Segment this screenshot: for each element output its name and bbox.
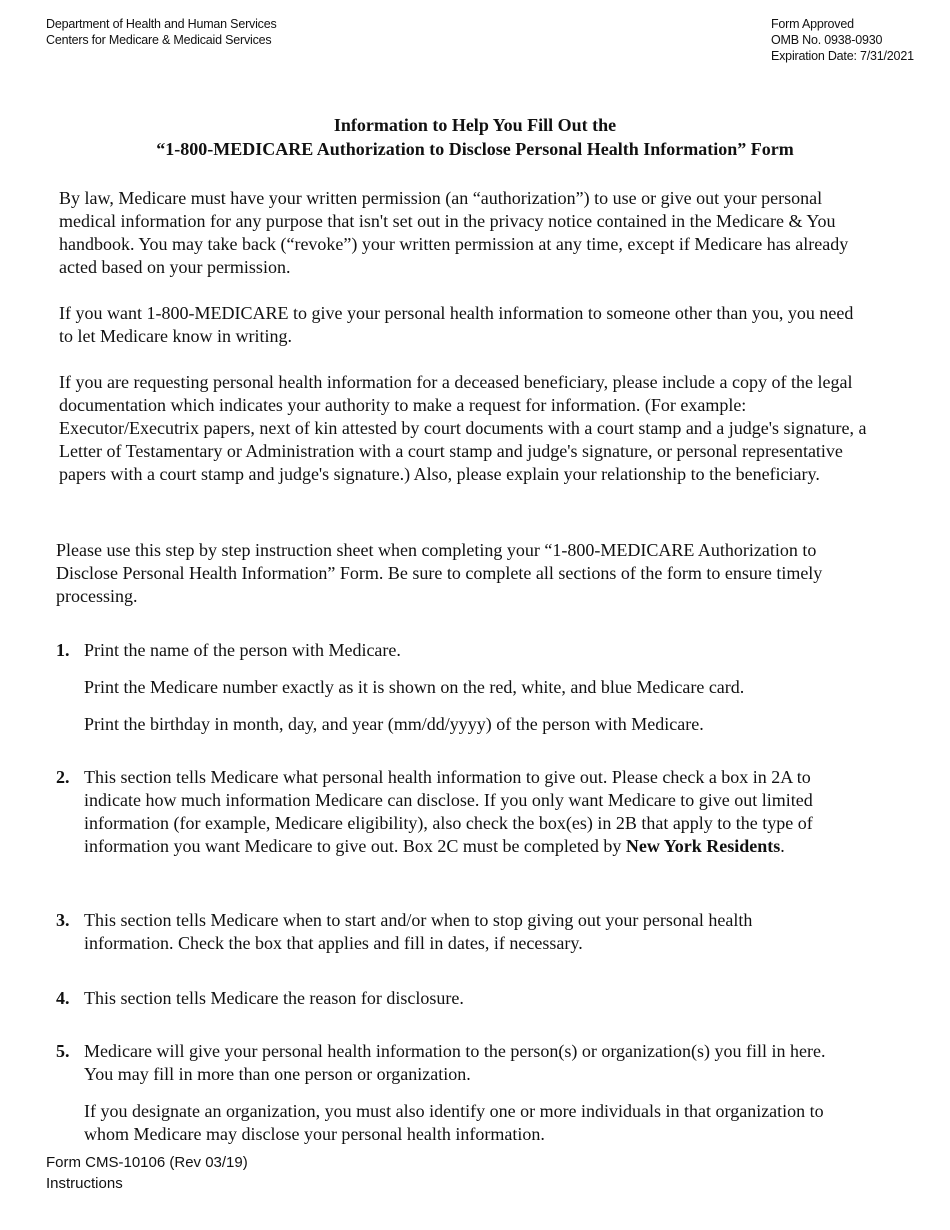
step-number: 2. xyxy=(56,767,70,787)
step-1-name: Print the name of the person with Medicare. xyxy=(84,640,401,660)
step-number: 5. xyxy=(56,1041,70,1061)
step-number: 4. xyxy=(56,988,70,1008)
step-number: 1. xyxy=(56,640,70,660)
new-york-residents: New York Residents xyxy=(625,836,781,856)
form-number: Form CMS-10106 (Rev 03/19) xyxy=(46,1154,248,1171)
intro-paragraph-writing: If you want 1-800-MEDICARE to give your personal health information to someone other than you, you need to let Medicare know in writing. xyxy=(59,303,854,346)
expiration-date: Expiration Date: 7/31/2021 xyxy=(771,49,914,63)
step-4 xyxy=(56,987,846,1010)
step-3-text: This section tells Medicare when to start and/or when to stop giving out your personal health information. Check the box that applies and fill in dates, if necessary. xyxy=(84,910,753,953)
step-1 xyxy=(56,639,846,736)
form-instructions-label: Instructions xyxy=(46,1175,123,1192)
step-2-main: This section tells Medicare what personal health information to give out. Please check a box in 2A to indicate how much information Medicare can disclose. If you only want Medicare to give out limited information (for example, Medicare eligibility), also check the box(es) in 2B that apply to the type of information you want Medicare to give out. Box 2C must be completed by xyxy=(84,767,813,856)
step-1-birthday: Print the birthday in month, day, and year (mm/dd/yyyy) of the person with Medicare. xyxy=(84,714,704,734)
step-2 xyxy=(56,766,846,858)
title-line-2: “1-800-MEDICARE Authorization to Disclose Personal Health Information” Form xyxy=(156,139,794,159)
intro-paragraph-instructions: Please use this step by step instruction sheet when completing your “1-800-MEDICARE Authorization to Disclose Personal Health Information” Form. Be sure to complete all sections of the form to ensure timely processing. xyxy=(56,540,823,606)
intro-paragraph-deceased: If you are requesting personal health information for a deceased beneficiary, please include a copy of the legal documentation which indicates your authority to make a request for information. (For example: Executor/Executrix papers, next of kin attested by court documents with a court stamp and a judge's signature, a Letter of Testamentary or Administration with a court stamp and judge's signature, or personal representative papers with a court stamp and judge's signature.) Also, please explain your relationship to the beneficiary. xyxy=(59,372,867,484)
document-title xyxy=(0,113,950,161)
agency-department: Department of Health and Human Services xyxy=(46,17,277,31)
omb-header xyxy=(771,16,914,64)
step-1-medicare-number: Print the Medicare number exactly as it is shown on the red, white, and blue Medicare card. xyxy=(84,677,745,697)
step-4-text: This section tells Medicare the reason for disclosure. xyxy=(84,988,464,1008)
intro-paragraph-authorization: By law, Medicare must have your written permission (an “authorization”) to use or give out your personal medical information for any purpose that isn't set out in the privacy notice contained in the Medicare & You handbook. You may take back (“revoke”) your written permission at any time, except if Medicare has already acted based on your permission. xyxy=(59,188,849,277)
agency-header xyxy=(46,16,277,48)
step-5-organization-note: If you designate an organization, you must also identify one or more individuals in that organization to whom Medicare may disclose your personal health information. xyxy=(84,1101,824,1144)
omb-number: OMB No. 0938-0930 xyxy=(771,33,883,47)
step-5-text: Medicare will give your personal health information to the person(s) or organization(s) you fill in here. You may fill in more than one person or organization. xyxy=(84,1041,826,1084)
step-2-text xyxy=(84,766,846,858)
step-2-end: . xyxy=(780,836,785,856)
form-footer xyxy=(46,1152,248,1194)
form-approved: Form Approved xyxy=(771,17,854,31)
step-5 xyxy=(56,1040,846,1146)
agency-centers: Centers for Medicare & Medicaid Services xyxy=(46,33,272,47)
step-3 xyxy=(56,909,846,955)
step-number: 3. xyxy=(56,910,70,930)
title-line-1: Information to Help You Fill Out the xyxy=(333,115,617,135)
